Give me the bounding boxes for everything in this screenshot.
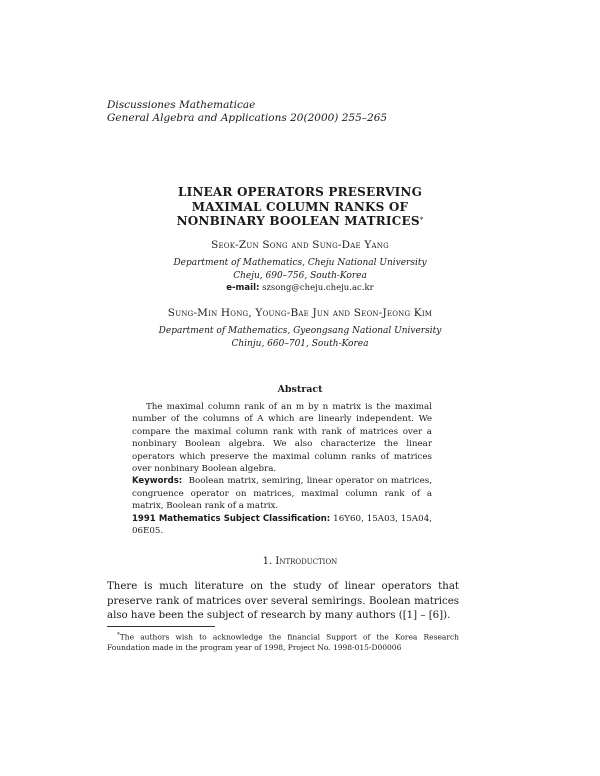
footnote [107,630,459,654]
journal-header [107,99,387,125]
affiliation-1-line-2: Cheju, 690–756, South-Korea [233,270,367,281]
msc-codes: 16Y60, 15A03, 15A04, 06E05. [132,513,433,537]
footnote-divider [107,626,215,627]
abstract-heading: Abstract [277,384,323,395]
keywords [132,475,432,512]
msc-label: 1991 Mathematics Subject Classification: [132,513,331,524]
title-line-1: LINEAR OPERATORS PRESERVING [177,185,423,199]
abstract-text: The maximal column rank of an m by n matrix is the maximal number of the columns of A which are linearly independent. We compare the maximal column rank with rank of matrices over a nonbinary Boolean algebra. We also characterize the linear operators which preserve the maximal column ranks of matrices over nonbinary Boolean algebra. [132,402,432,475]
paper-title [0,185,600,229]
email-line [0,283,600,293]
journal-name: Discussiones Mathematicae [107,99,256,111]
title-footnote-mark: * [419,216,424,224]
affiliation-1 [0,257,600,282]
footnote-text: The authors wish to acknowledge the financial Support of the Korea Research Foundation made in the program year of 1998, Project No. 1998-015-D00006 [107,632,459,652]
author-names-2: Sung-Min Hong, Young-Bae Jun and Seon-Jeong Kim [167,307,433,319]
affiliation-1-line-1: Department of Mathematics, Cheju National University [173,258,427,268]
email-label: e-mail: [226,283,260,293]
affiliation-2 [0,325,600,350]
keywords-text: Boolean matrix, semiring, linear operator on matrices, congruence operator on matrices, maximal column rank of a matrix, Boolean rank of a matrix. [132,476,432,512]
body-paragraph: There is much literature on the study of linear operators that preserve rank of matrices over several semirings. Boolean matrices also have been the subject of research by many authors ([1] – [6]). [107,581,459,621]
email-address: szsong@cheju.cheju.ac.kr [262,283,374,293]
title-line-3 [0,214,600,229]
footnote-mark: * [117,632,120,638]
affiliation-2-line-2: Chinju, 660–701, South-Korea [231,338,369,349]
msc-classification [132,513,432,538]
abstract-body [132,401,432,537]
title-line-2: MAXIMAL COLUMN RANKS OF [191,199,409,214]
journal-volume: General Algebra and Applications 20(2000) 255–265 [107,112,388,124]
keywords-label: Keywords: [132,476,183,487]
affiliation-2-line-1: Department of Mathematics, Gyeongsang National University [158,326,442,336]
title-line-3-text: NONBINARY BOOLEAN MATRICES [176,214,420,228]
section-heading-introduction: 1. Introduction [262,556,338,567]
author-names-1: Seok-Zun Song and Sung-Dae Yang [211,239,389,251]
